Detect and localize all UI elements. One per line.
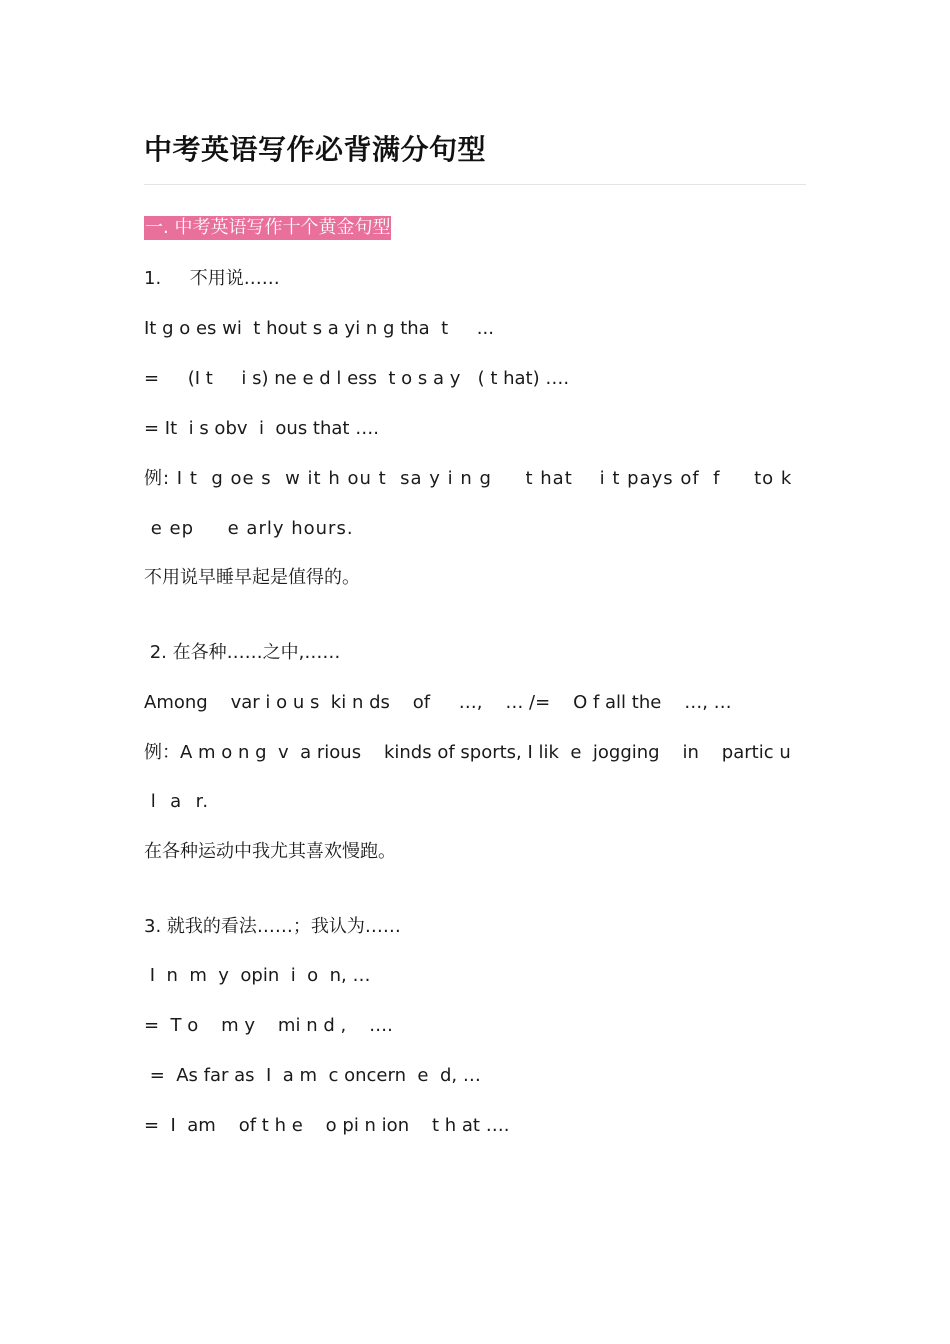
item-3-variant-3: = I am of t h e o pi n ion t h at …. bbox=[144, 1115, 510, 1136]
item-1-translation: 不用说早睡早起是值得的。 bbox=[144, 567, 360, 588]
item-3-variant-2: = As far as I a m c oncern e d, … bbox=[144, 1065, 481, 1086]
item-1-example-cont: e ep e arly hours. bbox=[144, 518, 354, 539]
item-1-title: 1. 不用说…… bbox=[144, 268, 280, 289]
item-2-title: 2. 在各种……之中,…… bbox=[144, 642, 341, 663]
title-divider bbox=[144, 184, 806, 185]
item-2-example-cont: l a r. bbox=[144, 791, 210, 812]
section-heading: 一. 中考英语写作十个黄金句型 bbox=[145, 217, 391, 238]
item-1-sentence: It g o es wi t hout s a yi n g tha t ... bbox=[144, 318, 494, 339]
item-3-title: 3. 就我的看法……；我认为…… bbox=[144, 916, 401, 937]
item-1-variant-1: = (I t i s) ne e d l ess t o s a y ( t hat) …. bbox=[144, 368, 570, 389]
item-3-sentence: I n m y opin i o n, … bbox=[144, 965, 371, 986]
item-2-translation: 在各种运动中我尤其喜欢慢跑。 bbox=[144, 841, 396, 862]
item-1-variant-2: = It i s obv i ous that …. bbox=[144, 418, 379, 439]
page-title: 中考英语写作必背满分句型 bbox=[144, 133, 487, 166]
item-2-sentence: Among var i o u s ki n ds of …, … /= O f all the …, … bbox=[144, 692, 732, 713]
item-3-variant-1: = T o m y mi n d , …. bbox=[144, 1015, 393, 1036]
item-1-example: 例: I t g oe s w it h ou t sa y i n g t hat i t pays of f to k bbox=[144, 468, 793, 489]
item-2-example: 例：A m o n g v a rious kinds of sports, I lik e jogging in partic u bbox=[144, 742, 791, 763]
